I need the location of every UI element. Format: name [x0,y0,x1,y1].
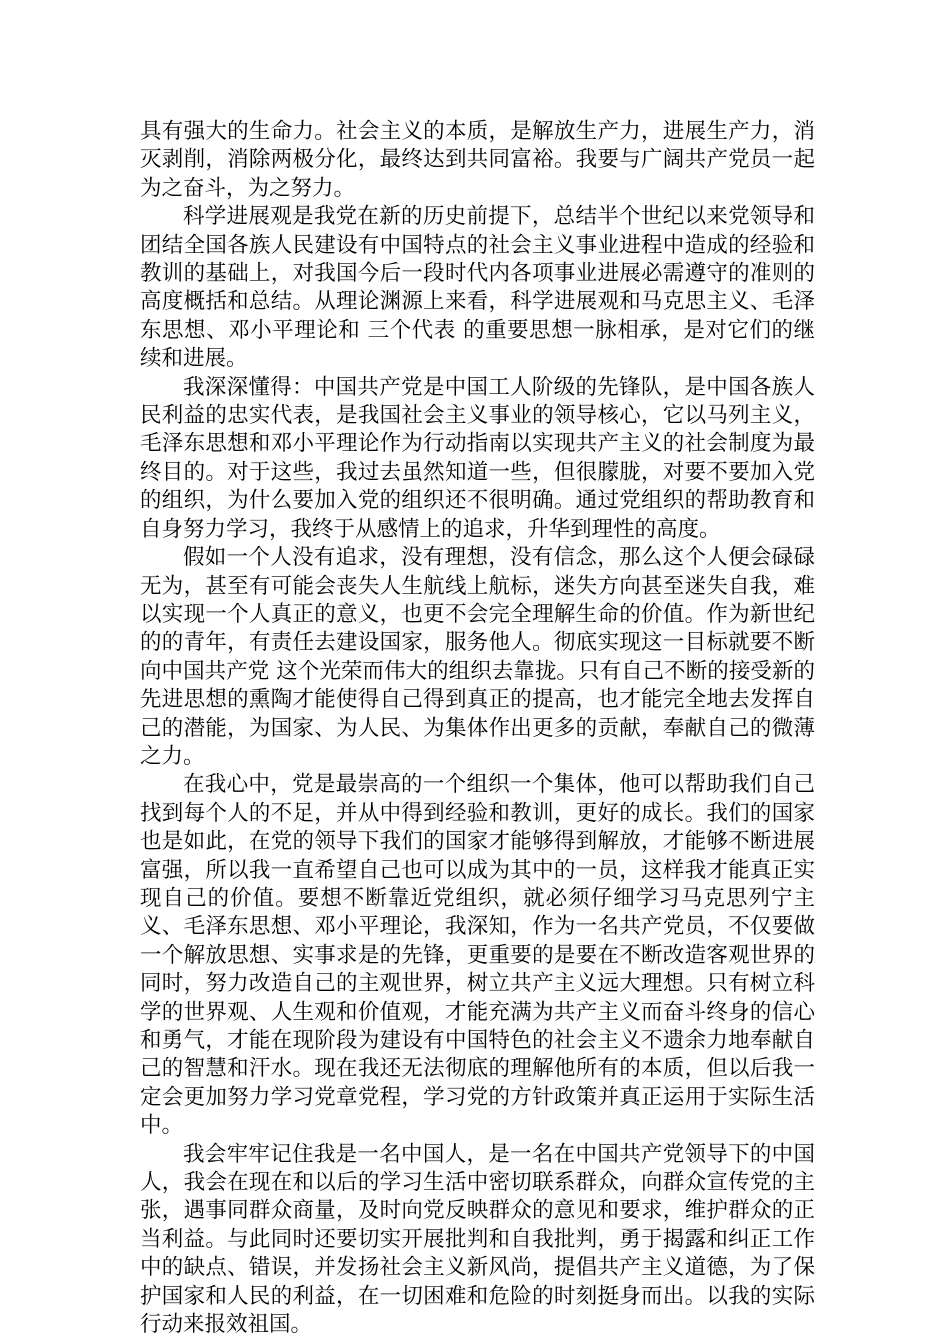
paragraph: 具有强大的生命力。社会主义的本质，是解放生产力，进展生产力，消灭剥削，消除两极分化，最终达到共同富裕。我要与广阔共产党员一起为之奋斗，为之努力。 [140,119,815,201]
paragraph: 在我心中，党是最崇高的一个组织一个集体，他可以帮助我们自己找到每个人的不足，并从中得到经验和教训，更好的成长。我们的国家也是如此，在党的领导下我们的国家才能够得到解放，才能够不断进展富强，所以我一直希望自己也可以成为其中的一员，这样我才能真正实现自己的价值。要想不断靠近党组织，就必须仔细学习马克思列宁主义、毛泽东思想、邓小平理论，我深知，作为一名共产党员，不仅要做一个解放思想、实事求是的先锋，更重要的是要在不断改造客观世界的同时，努力改造自己的主观世界，树立共产主义远大理想。只有树立科学的世界观、人生观和价值观，才能充满为共产主义而奋斗终身的信心和勇气，才能在现阶段为建设有中国特色的社会主义不遗余力地奉献自己的智慧和汗水。现在我还无法彻底的理解他所有的本质，但以后我一定会更加努力学习党章党程，学习党的方针政策并真正运用于实际生活中。 [140,772,815,1139]
paragraph: 我深深懂得：中国共产党是中国工人阶级的先锋队，是中国各族人民利益的忠实代表，是我国社会主义事业的领导核心，它以马列主义，毛泽东思想和邓小平理论作为行动指南以实现共产主义的社会制度为最终目的。对于这些，我过去虽然知道一些，但很朦胧，对要不要加入党的组织，为什么要加入党的组织还不很明确。通过党组织的帮助教育和自身努力学习，我终于从感情上的追求，升华到理性的高度。 [140,374,815,542]
document-body [140,118,815,1339]
paragraph: 我会牢牢记住我是一名中国人，是一名在中国共产党领导下的中国人，我会在现在和以后的学习生活中密切联系群众，向群众宣传党的主张，遇事同群众商量，及时向党反映群众的意见和要求，维护群众的正当利益。与此同时还要切实开展批判和自我批判，勇于揭露和纠正工作中的缺点、错误，并发扬社会主义新风尚，提倡共产主义道德，为了保护国家和人民的利益，在一切困难和危险的时刻挺身而出。以我的实际行动来报效祖国。 [140,1141,815,1338]
paragraph: 假如一个人没有追求，没有理想，没有信念，那么这个人便会碌碌无为，甚至有可能会丧失人生航线上航标，迷失方向甚至迷失自我，难以实现一个人真正的意义，也更不会完全理解生命的价值。作为新世纪的的青年，有责任去建设国家，服务他人。彻底实现这一目标就要不断向中国共产党 这个光荣而伟大的组织去靠拢。只有自己不断的接受新的先进思想的熏陶才能使得自己得到真正的提高，也才能完全地去发挥自己的潜能，为国家、为人民、为集体作出更多的贡献，奉献自己的微薄之力。 [140,545,815,769]
paragraph: 科学进展观是我党在新的历史前提下，总结半个世纪以来党领导和团结全国各族人民建设有中国特点的社会主义事业进程中造成的经验和教训的基础上，对我国今后一段时代内各项事业进展必需遵守的准则的高度概括和总结。从理论渊源上来看，科学进展观和马克思主义、毛泽东思想、邓小平理论和 三个代表 的重要思想一脉相承，是对它们的继续和进展。 [140,204,815,372]
